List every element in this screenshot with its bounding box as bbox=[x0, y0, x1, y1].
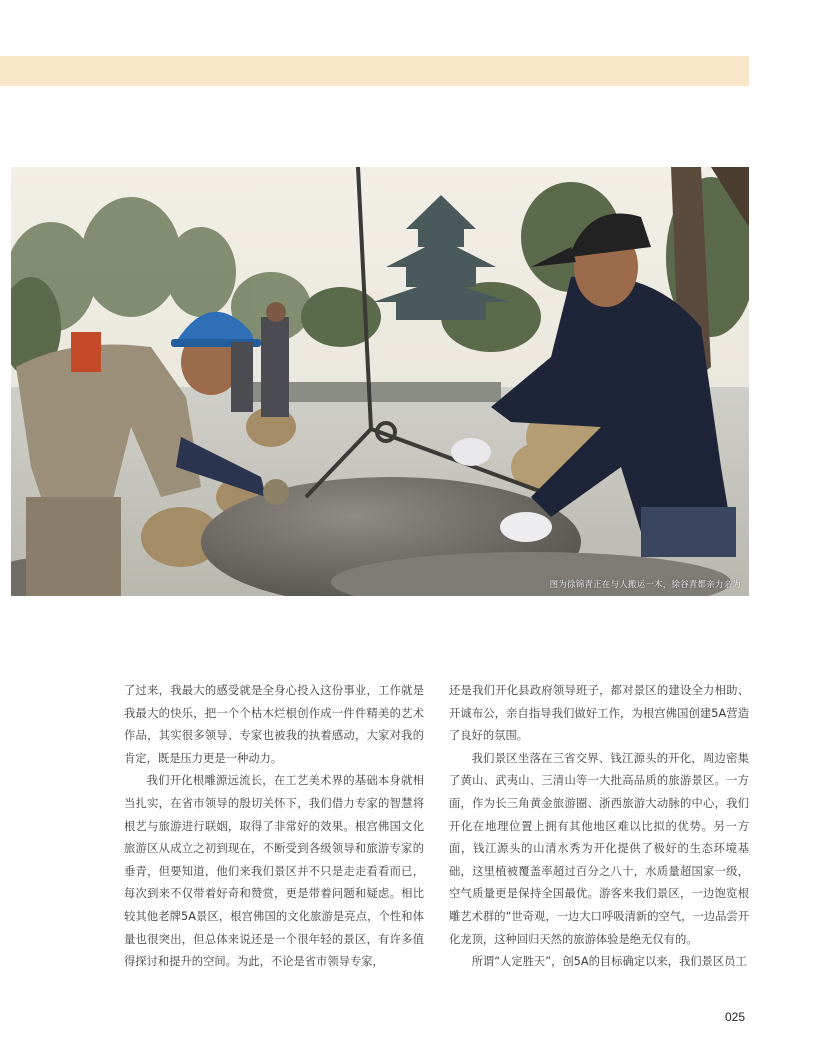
header-band bbox=[0, 56, 749, 86]
article-column-left bbox=[124, 680, 424, 974]
photo-illustration bbox=[11, 167, 749, 596]
paragraph: 我们开化根雕源远流长，在工艺美术界的基础本身就相当扎实，在省市领导的殷切关怀下，我们借力专家的智慧将根艺与旅游进行联姻，取得了非常好的效果。根宫佛国文化旅游区从成立之初到现在，不断受到各级领导和旅游专家的垂青，但要知道，他们来我们景区并不只是走走看看而已，每次到来不仅带着好奇和赞赏，更是带着问题和疑虑。相比较其他老牌5A景区，根宫佛国的文化旅游是亮点，个性和体量也很突出，但总体来说还是一个很年轻的景区，有许多值得探讨和提升的空间。为此，不论是省市领导专家， bbox=[124, 774, 424, 969]
paragraph: 了过来，我最大的感受就是全身心投入这份事业，工作就是我最大的快乐，把一个个枯木烂根创作成一件件精美的艺术作品，其实很多领导、专家也被我的执着感动，大家对我的肯定，既是压力更是一种动力。 bbox=[124, 684, 424, 765]
paragraph: 还是我们开化县政府领导班子，都对景区的建设全力相助、开诚布公，亲自指导我们做好工作，为根宫佛国创建5A营造了良好的氛围。 bbox=[449, 684, 749, 743]
paragraph: 我们景区坐落在三省交界、钱江源头的开化，周边密集了黄山、武夷山、三清山等一大批高品质的旅游景区。一方面，作为长三角黄金旅游圈、浙西旅游大动脉的中心，我们开化在地理位置上拥有其他地区难以比拟的优势。另一方面，钱江源头的山清水秀为开化提供了极好的生态环境基础，这里植被覆盖率超过百分之八十，水质量超国家一级，空气质量更是保持全国最优。游客来我们景区，一边饱览根雕艺术群的“世奇观，一边大口呼吸清新的空气，一边品尝开化龙顶，这种回归天然的旅游体验是绝无仅有的。 bbox=[449, 751, 749, 946]
page-number: 025 bbox=[725, 1010, 746, 1024]
paragraph: 所谓“人定胜天”，创5A的目标确定以来，我们景区员工 bbox=[471, 955, 747, 969]
article-photo bbox=[11, 167, 749, 596]
article-column-right bbox=[449, 680, 749, 974]
photo-caption: 图为徐锦青正在与人搬运一木，徐谷青都亲力亲为 bbox=[549, 580, 741, 590]
